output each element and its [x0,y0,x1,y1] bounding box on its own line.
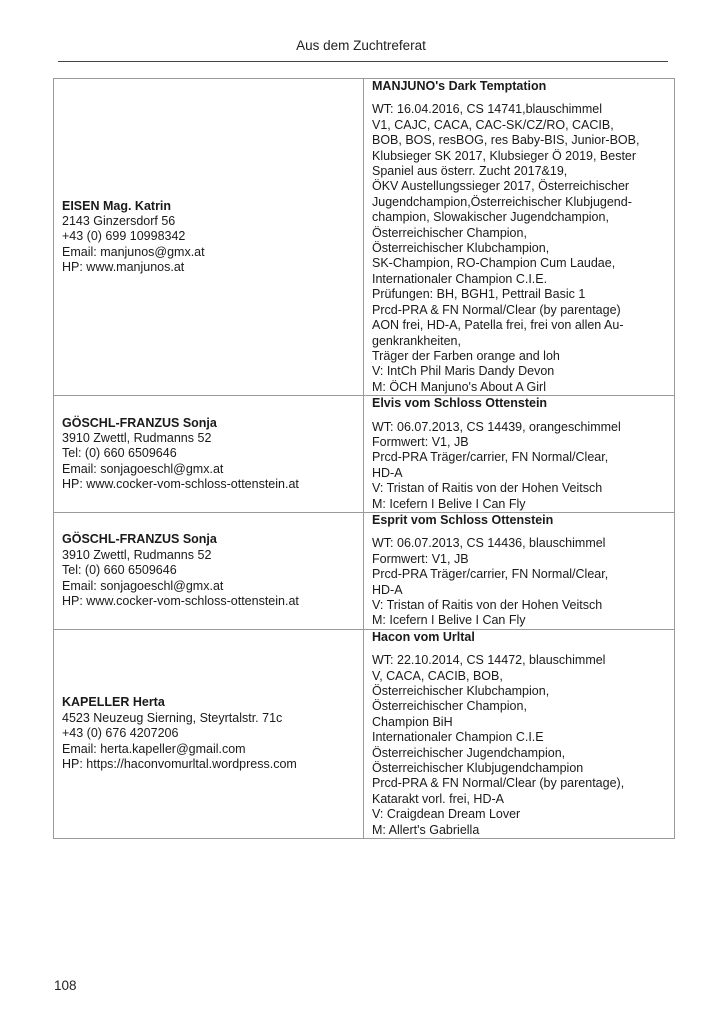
dog-detail-line: Prcd-PRA Träger/carrier, FN Normal/Clear, [372,450,609,465]
entry-row [54,512,675,629]
dog-detail-line: V: Tristan of Raitis von der Hohen Veitsch [372,598,603,612]
dog-cell [364,629,675,838]
page-header-title: Aus dem Zuchtreferat [296,38,426,53]
owner-contact-line: 2143 Ginzersdorf 56 [62,213,176,228]
dog-detail-line: Prüfungen: BH, BGH1, Pettrail Basic 1 [372,287,586,302]
dog-detail-line: WT: 06.07.2013, CS 14436, blauschimmel [372,536,606,551]
dog-detail-line: BOB, BOS, resBOG, res Baby-BIS, Junior-BOB, [372,133,640,148]
owner-contact-line: Email: sonjagoeschl@gmx.at [62,461,224,476]
entry-row [54,396,675,513]
dog-detail-line: ÖKV Austellungssieger 2017, Österreichischer [372,179,630,194]
owner-contact-line: HP: www.manjunos.at [62,260,185,275]
breeder-entries-table [53,78,675,839]
dog-detail-line: Klubsieger SK 2017, Klubsieger Ö 2019, Bester [372,148,637,163]
page-number: 108 [54,978,77,993]
dog-cell [364,512,675,629]
owner-contact-line: +43 (0) 676 4207206 [62,726,179,741]
dog-detail-line: HD-A [372,465,403,480]
owner-contact-line: HP: www.cocker-vom-schloss-ottenstein.at [62,594,299,608]
dog-cell [364,79,675,396]
owner-cell [54,629,364,838]
dog-detail-line: V1, CAJC, CACA, CAC-SK/CZ/RO, CACIB, [372,117,614,132]
dog-detail-line: Österreichischer Jugendchampion, [372,745,566,760]
dog-detail-line: M: ÖCH Manjuno's About A Girl [372,379,546,394]
owner-contact-line: Email: manjunos@gmx.at [62,244,205,259]
owner-name: GÖSCHL-FRANZUS Sonja [62,415,217,430]
dog-detail-line: SK-Champion, RO-Champion Cum Laudae, [372,256,616,271]
dog-detail-line: M: Allert's Gabriella [372,822,480,837]
owner-contact-line: 4523 Neuzeug Sierning, Steyrtalstr. 71c [62,710,283,725]
owner-contact-line: HP: https://haconvomurltal.wordpress.com [62,757,297,772]
dog-detail-line: V: Tristan of Raitis von der Hohen Veitsch [372,481,603,496]
owner-contact-line: +43 (0) 699 10998342 [62,229,186,244]
dog-cell [364,396,675,513]
dog-detail-line: Formwert: V1, JB [372,434,469,449]
dog-detail-line: Österreichischer Klubchampion, [372,684,550,699]
dog-detail-line: M: Icefern I Belive I Can Fly [372,613,526,628]
dog-detail-line: WT: 22.10.2014, CS 14472, blauschimmel [372,653,606,668]
dog-detail-line: WT: 16.04.2016, CS 14741,blauschimmel [372,102,602,117]
dog-detail-line: AON frei, HD-A, Patella frei, frei von allen Au- [372,318,624,333]
dog-detail-line: V, CACA, CACIB, BOB, [372,668,503,683]
owner-contact-line: Tel: (0) 660 6509646 [62,446,177,461]
owner-contact-line: 3910 Zwettl, Rudmanns 52 [62,430,212,445]
dog-detail-line: Formwert: V1, JB [372,551,469,566]
owner-contact-line: HP: www.cocker-vom-schloss-ottenstein.at [62,477,299,492]
dog-detail-line: Internationaler Champion C.I.E. [372,271,548,286]
dog-detail-line: Prcd-PRA & FN Normal/Clear (by parentage), [372,776,625,791]
dog-detail-line: HD-A [372,582,403,597]
dog-detail-line: Prcd-PRA & FN Normal/Clear (by parentage) [372,302,621,317]
owner-contact-line: 3910 Zwettl, Rudmanns 52 [62,547,212,562]
dog-detail-line: Österreichischer Champion, [372,699,527,714]
dog-detail-line: Katarakt vorl. frei, HD-A [372,791,504,806]
dog-name: Esprit vom Schloss Ottenstein [372,512,554,527]
dog-detail-line: Prcd-PRA Träger/carrier, FN Normal/Clear, [372,567,609,582]
owner-contact-line: Email: herta.kapeller@gmail.com [62,741,246,756]
dog-detail-line: Österreichischer Klubjugendchampion [372,761,584,776]
dog-detail-line: V: Craigdean Dream Lover [372,807,521,822]
dog-detail-line: Träger der Farben orange and loh [372,348,560,363]
header-divider [58,61,668,62]
entry-row [54,629,675,838]
dog-detail-line: Österreichischer Klubchampion, [372,241,550,256]
dog-detail-line: champion, Slowakischer Jugendchampion, [372,210,609,225]
owner-cell [54,79,364,396]
dog-detail-line: M: Icefern I Belive I Can Fly [372,496,526,511]
dog-detail-line: Österreichischer Champion, [372,225,527,240]
owner-contact-line: Email: sonjagoeschl@gmx.at [62,578,224,593]
dog-detail-line: WT: 06.07.2013, CS 14439, orangeschimmel [372,419,621,434]
owner-cell [54,396,364,513]
owner-name: KAPELLER Herta [62,695,165,710]
owner-cell [54,512,364,629]
dog-detail-line: genkrankheiten, [372,333,461,348]
owner-name: GÖSCHL-FRANZUS Sonja [62,532,217,547]
owner-contact-line: Tel: (0) 660 6509646 [62,563,177,578]
dog-name: Hacon vom Urltal [372,629,475,644]
dog-detail-line: Internationaler Champion C.I.E [372,730,544,745]
dog-name: Elvis vom Schloss Ottenstein [372,396,548,411]
dog-detail-line: Spaniel aus österr. Zucht 2017&19, [372,164,568,179]
dog-name: MANJUNO's Dark Temptation [372,79,547,93]
owner-name: EISEN Mag. Katrin [62,198,172,213]
dog-detail-line: V: IntCh Phil Maris Dandy Devon [372,364,555,379]
dog-detail-line: Champion BiH [372,714,453,729]
entry-row [54,79,675,396]
dog-detail-line: Jugendchampion,Österreichischer Klubjugend- [372,194,632,209]
